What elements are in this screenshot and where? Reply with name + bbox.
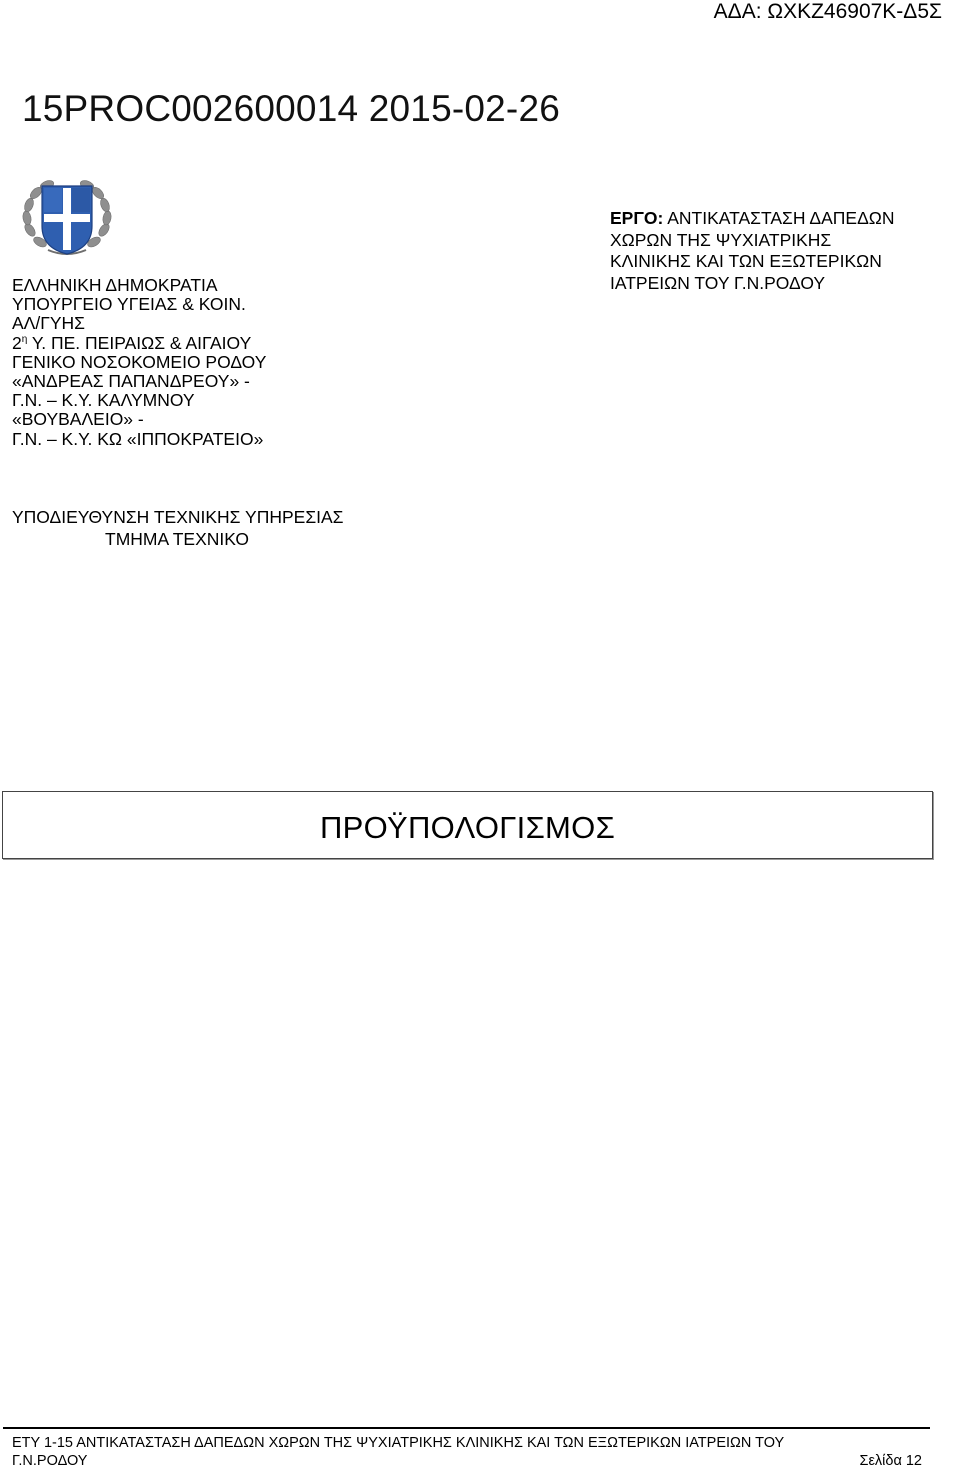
project-title: ΑΝΤΙΚΑΤΑΣΤΑΣΗ ΔΑΠΕΔΩΝ xyxy=(663,208,895,228)
ada-code: ΑΔΑ: ΩΧΚΖ46907Κ-Δ5Σ xyxy=(713,0,942,23)
authority-line xyxy=(12,334,266,353)
subdirectorate: ΥΠΟΔΙΕΥΘΥΝΣΗ ΤΕΧΝΙΚΗΣ ΥΠΗΡΕΣΙΑΣ xyxy=(12,507,344,527)
authority-line: Γ.Ν. – Κ.Υ. ΚΩ «ΙΠΠΟΚΡΑΤΕΙΟ» xyxy=(12,428,264,449)
authority-line: ΕΛΛΗΝΙΚΗ ΔΗΜΟΚΡΑΤΙΑ xyxy=(12,275,218,295)
authority-line: ΑΛ/ΓΥΗΣ xyxy=(12,313,85,334)
project-line: ΧΩΡΩΝ ΤΗΣ ΨΥΧΙΑΤΡΙΚΗΣ xyxy=(610,229,832,250)
document-title: ΠΡΟΫΠΟΛΟΓΙΣΜΟΣ xyxy=(319,810,616,845)
greek-coat-of-arms-icon xyxy=(20,178,114,258)
protocol-number: 15PROC002600014 2015-02-26 xyxy=(22,88,560,129)
project-line xyxy=(610,208,895,230)
project-line: ΙΑΤΡΕΙΩΝ ΤΟΥ Γ.Ν.ΡΟΔΟΥ xyxy=(610,272,826,293)
project-label: ΕΡΓΟ: xyxy=(610,208,664,228)
department: ΤΜΗΜΑ ΤΕΧΝΙΚΟ xyxy=(105,528,250,549)
project-description xyxy=(610,208,895,294)
authority-line: «ΒΟΥΒΑΛΕΙΟ» - xyxy=(12,409,144,430)
division-heading xyxy=(12,507,344,550)
page-number: Σελίδα 12 xyxy=(859,1453,922,1469)
authority-line: ΥΠΟΥΡΓΕΙΟ ΥΓΕΙΑΣ & ΚΟΙΝ. xyxy=(12,294,246,315)
authority-line: «ΑΝΔΡΕΑΣ ΠΑΠΑΝΔΡΕΟΥ» - xyxy=(12,371,250,392)
authority-line: ΓΕΝΙΚΟ ΝΟΣΟΚΟΜΕΙΟ ΡΟΔΟΥ xyxy=(12,351,267,372)
footer-text-continued: Γ.Ν.ΡΟΔΟΥ xyxy=(12,1453,88,1469)
ordinal-suffix: η xyxy=(21,333,28,345)
region-name: Υ. ΠΕ. ΠΕΙΡΑΙΩΣ & ΑΙΓΑΙΟΥ xyxy=(27,332,252,353)
authority-line: Γ.Ν. – Κ.Υ. ΚΑΛΥΜΝΟΥ xyxy=(12,390,195,411)
region-number: 2 xyxy=(12,332,22,353)
project-line: ΚΛΙΝΙΚΗΣ ΚΑΙ ΤΩΝ ΕΞΩΤΕΡΙΚΩΝ xyxy=(610,251,882,271)
footer-text: ΕΤΥ 1-15 ΑΝΤΙΚΑΤΑΣΤΑΣΗ ΔΑΠΕΔΩΝ ΧΩΡΩΝ ΤΗΣ ΨΥΧΙΑΤΡΙΚΗΣ ΚΛΙΝΙΚΗΣ ΚΑΙ ΤΩΝ ΕΞΩΤΕΡΙΚΩΝ ΙΑΤΡΕΙΩΝ ΤΟΥ xyxy=(12,1435,785,1451)
document-title-box xyxy=(2,791,933,859)
footer-divider xyxy=(3,1427,930,1429)
issuing-authority xyxy=(12,276,266,449)
